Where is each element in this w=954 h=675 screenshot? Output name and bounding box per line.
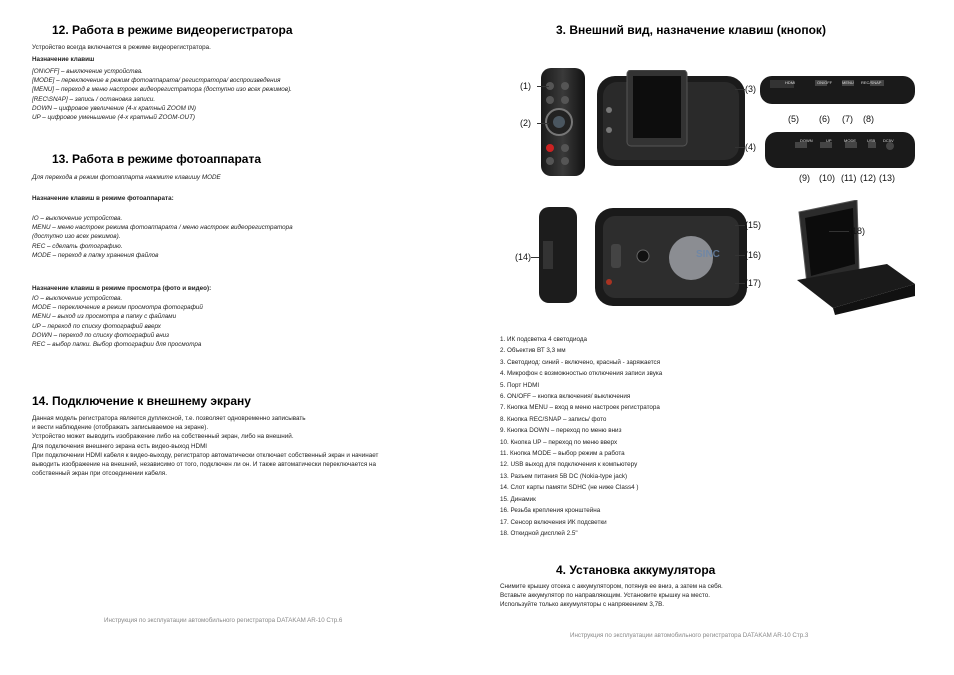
parts-list-item: 14. Слот карты памяти SDHC (не ниже Class4 ): [500, 484, 639, 492]
body-line: и вести наблюдение (отображать записываемое на экране).: [32, 424, 209, 432]
parts-list-item: 10. Кнопка UP – переход по меню вверх: [500, 438, 618, 446]
parts-list-item: 12. USB выход для подключения к компьютеру: [500, 461, 638, 469]
leader-line: [735, 225, 745, 226]
callout-3: (3): [745, 84, 756, 94]
callout-4: (4): [745, 142, 756, 152]
label-recsnap: REC/SNAP: [861, 80, 882, 85]
label-dc5v: DC5V: [883, 138, 894, 143]
key-line: UP – цифровое уменьшение (4-х кратный ZOOM-OUT): [32, 114, 196, 122]
section-4-title: 4. Установка аккумулятора: [556, 563, 716, 577]
key-line: IO – выключение устройства.: [32, 295, 123, 302]
leader-line: [735, 255, 745, 256]
leader-line: [537, 86, 549, 87]
body-line: Снимите крышку отсека с аккумулятором, потянув ее вниз, а затем на себя.: [500, 583, 723, 590]
callout-8: (8): [863, 114, 874, 124]
key-line: IO – выключение устройства.: [32, 215, 123, 222]
label-onoff: ON/OFF: [817, 80, 833, 85]
section-4-body: [500, 582, 723, 610]
callout-6: (6): [819, 114, 830, 124]
section-13-view-list: [32, 294, 203, 349]
parts-list-item: 8. Кнопка REC/SNAP – запись/ фото: [500, 415, 607, 423]
parts-list-item: 16. Резьба крепления кронштейна: [500, 507, 601, 515]
key-line: UP – переход по списку фотографий вверх: [32, 322, 161, 330]
left-page-footer: Инструкция по эксплуатации автомобильного регистратора DATAKAM AR-10 Стр.6: [104, 617, 343, 624]
parts-list-item: 17. Сенсор включения ИК подсветки: [500, 518, 607, 526]
callout-16: (16): [745, 250, 762, 260]
body-line: Устройство может выводить изображение либо на собственный экран, либо на внешний.: [32, 433, 294, 441]
label-usb: USB: [867, 138, 876, 143]
leader-line: [735, 89, 745, 90]
watermark-brand: SINC: [696, 249, 720, 260]
leader-line: [735, 283, 745, 284]
body-line: выводить изображение на внешний, независимо от того, подключен ли он. И также автоматически переключается на: [32, 461, 376, 469]
right-page: [477, 0, 954, 675]
section-14-title: 14. Подключение к внешнему экрану: [32, 394, 251, 408]
key-line: [ON\OFF] – выключение устройства.: [32, 68, 143, 75]
camera-open-screen-photo: [777, 200, 917, 315]
section-12-intro: Устройство всегда включается в режиме видеорегистратора.: [32, 44, 211, 51]
callout-13: (13): [879, 173, 896, 183]
section-12-title: 12. Работа в режиме видеорегистратора: [52, 23, 293, 37]
parts-list-item: 6. ON/OFF – кнопка включения/ выключения: [500, 393, 631, 401]
key-line: (доступно изо всех режимов).: [32, 233, 121, 241]
callout-12: (12): [860, 173, 877, 183]
body-line: Данная модель регистратора является дуплексной, т.е. позволяет одновременно записывать: [32, 415, 306, 422]
parts-list-item: 1. ИК подсветка 4 светодиода: [500, 336, 588, 343]
body-line: собственный экран при отсоединении кабеля.: [32, 470, 167, 478]
key-line: [MENU] – переход в меню настроек видеорегистратора (доступно изо всех режимов).: [32, 86, 292, 94]
leader-line: [531, 257, 539, 258]
label-up: UP: [826, 138, 832, 143]
camera-back-view-photo: [597, 70, 745, 170]
label-hdmi: HDMI: [785, 80, 796, 85]
key-line: DOWN – переход по списку фотографий вниз: [32, 331, 170, 339]
leader-line: [829, 231, 849, 232]
body-line: При подключении HDMI кабеля к видео-выходу, регистратор автоматически отключает собственный экран и начинает: [32, 451, 379, 459]
callout-7: (7): [842, 114, 853, 124]
key-line: MODE – переход в папку хранения файлов: [32, 251, 159, 259]
key-line: MENU – выход из просмотра в папку с файлами: [32, 313, 177, 321]
leader-line: [537, 123, 549, 124]
section-13-keys-list: [32, 214, 293, 260]
label-mode: MODE: [844, 138, 856, 143]
key-line: REC – выбор папки. Выбор фотографии для просмотра: [32, 341, 202, 349]
body-line: Используйте только аккумуляторы с напряжением 3,7В.: [500, 601, 665, 609]
body-line: Вставьте аккумулятор по направляющим. Установите крышку на место.: [500, 592, 710, 600]
parts-list-item: 3. Светодиод: синий - включено, красный - заряжается: [500, 358, 661, 366]
camera-top-view-photo: [760, 72, 915, 108]
section-14-body: [32, 414, 378, 478]
camera-side-view-photo: [765, 128, 915, 172]
parts-list-item: 9. Кнопка DOWN – переход по меню вниз: [500, 427, 622, 435]
callout-2: (2): [520, 118, 531, 128]
section-3-title: 3. Внешний вид, назначение клавиш (кнопок): [556, 23, 826, 37]
parts-list-item: 7. Кнопка MENU – вход в меню настроек регистратора: [500, 404, 660, 412]
section-13-keys-heading: Назначение клавиш в режиме фотоаппарата:: [32, 195, 174, 202]
parts-list: [500, 334, 662, 539]
section-12-keys-list: [32, 67, 292, 122]
label-menu: MENU: [842, 80, 854, 85]
callout-9: (9): [799, 173, 810, 183]
callout-11: (11): [841, 173, 857, 183]
key-line: MODE – переключение в режим просмотра фотографий: [32, 304, 203, 312]
camera-side-left-photo: [537, 205, 579, 305]
label-down: DOWN: [800, 138, 813, 143]
parts-list-item: 18. Откидной дисплей 2.5": [500, 529, 578, 537]
key-line: REC – сделать фотографию.: [32, 242, 123, 250]
callout-17: (17): [745, 278, 762, 288]
camera-back-mount-photo: [595, 208, 747, 306]
parts-list-item: 4. Микрофон с возможностью отключения записи звука: [500, 370, 663, 378]
right-page-footer: Инструкция по эксплуатации автомобильного регистратора DATAKAM AR-10 Стр.3: [570, 632, 809, 639]
section-13-intro: Для перехода в режим фотоаппарта нажмите клавишу MODE: [32, 174, 221, 181]
section-13-title: 13. Работа в режиме фотоаппарата: [52, 152, 262, 166]
key-line: [MODE] – переключение в режим фотоаппарата/ регистратора/ воспроизведения: [32, 77, 281, 85]
key-line: MENU – меню настроек режима фотоаппарата / меню настроек видеорегистратора: [32, 224, 293, 232]
callout-18: (18): [849, 226, 866, 236]
section-12-keys-heading: Назначение клавиш: [32, 56, 95, 63]
parts-list-item: 13. Разъем питания 5В DC (Nokia-type jack): [500, 472, 628, 480]
parts-list-item: 11. Кнопка MODE – выбор режим а работа: [500, 450, 625, 458]
section-13-view-heading: Назначение клавиш в режиме просмотра (фото и видео):: [32, 285, 212, 292]
parts-list-item: 5. Порт HDMI: [500, 381, 540, 389]
key-line: [REC\SNAP] – запись / остановка записи.: [32, 95, 156, 103]
key-line: DOWN – цифровое увеличение (4-х кратный ZOOM IN): [32, 104, 197, 112]
parts-list-item: 2. Объектив ВТ 3,3 мм: [500, 347, 566, 355]
callout-14: (14): [515, 252, 532, 262]
camera-front-view-photo: [535, 66, 591, 178]
callout-15: (15): [745, 220, 762, 230]
callout-5: (5): [788, 114, 799, 124]
parts-list-item: 15. Динамик: [500, 495, 536, 503]
callout-10: (10): [819, 173, 836, 183]
callout-1: (1): [520, 81, 531, 91]
body-line: Для подключения внешнего экрана есть видео-выход HDMI: [32, 442, 208, 450]
leader-line: [735, 147, 745, 148]
